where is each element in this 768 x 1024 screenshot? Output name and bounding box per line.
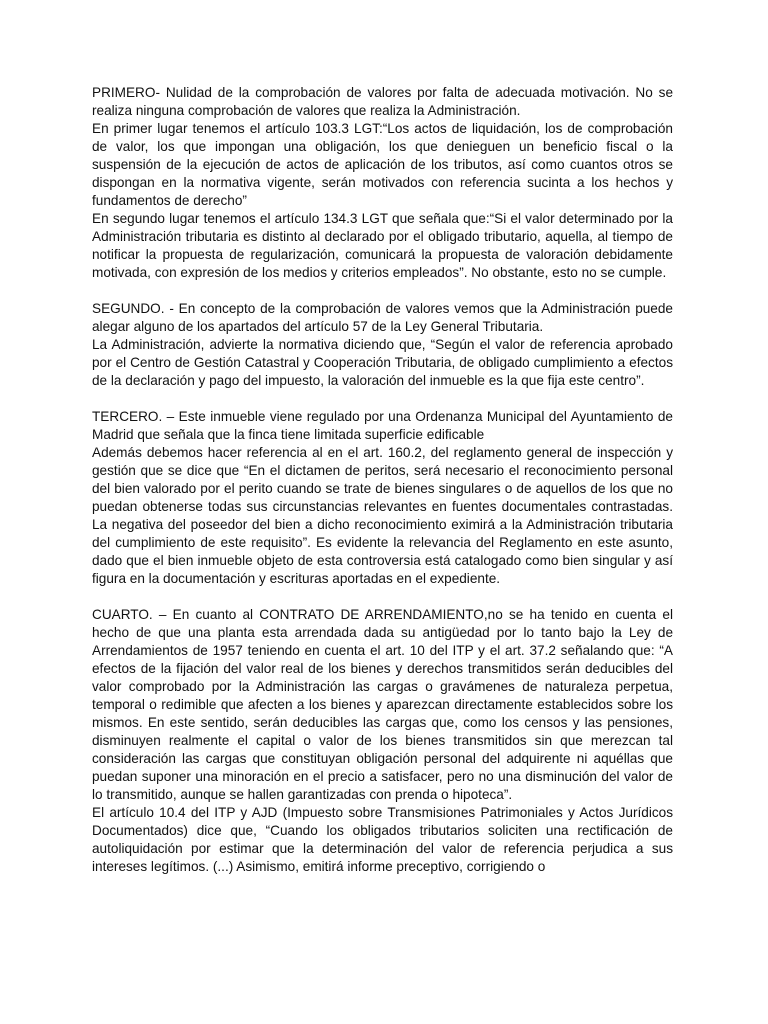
- article-160-2-paragraph: Además debemos hacer referencia al en el art. 160.2, del reglamento general de inspección y gestión que se dice que “En el dictamen de peritos, será necesario el reconocimiento personal del bien valorado por el perito cuando se trate de bienes singulares o de aquellos de los que no puedan obtenerse todas sus circunstancias relevantes en fuentes documentales contrastadas. La negativa del poseedor del bien a dicho reconocimiento eximirá a la Administración tributaria del cumplimiento de este requisito”. Es evidente la relevancia del Reglamento en este asunto, dado que el bien inmueble objeto de esta controversia está catalogado como bien singular y así figura en la documentación y escrituras aportadas en el expediente.: [92, 445, 673, 586]
- section-segundo-heading-paragraph: SEGUNDO. - En concepto de la comprobación de valores vemos que la Administración puede alegar alguno de los apartados del artículo 57 de la Ley General Tributaria.: [92, 301, 673, 334]
- article-10-4-paragraph: El artículo 10.4 del ITP y AJD (Impuesto sobre Transmisiones Patrimoniales y Actos Jurídicos Documentados) dice que, “Cuando los obligados tributarios soliciten una rectificación de autoliquidación por estimar que la determinación del valor de referencia perjudica a sus intereses legítimos. (...) Asimismo, emitirá informe preceptivo, corrigiendo o: [92, 805, 673, 874]
- paragraph-spacer: [92, 588, 673, 606]
- paragraph-spacer: [92, 282, 673, 300]
- administracion-normativa-paragraph: La Administración, advierte la normativa diciendo que, “Según el valor de referencia aprobado por el Centro de Gestión Catastral y Cooperación Tributaria, de obligado cumplimiento a efectos de la declaración y pago del impuesto, la valoración del inmueble es la que fija este centro”.: [92, 337, 673, 388]
- section-tercero-heading-paragraph: TERCERO. – Este inmueble viene regulado por una Ordenanza Municipal del Ayuntamiento de Madrid que señala que la finca tiene limitada superficie edificable: [92, 409, 673, 442]
- article-103-3-paragraph: En primer lugar tenemos el artículo 103.3 LGT:“Los actos de liquidación, los de comprobación de valor, los que impongan una obligación, los que denieguen un beneficio fiscal o la suspensión de la ejecución de actos de aplicación de los tributos, así como cuantos otros se dispongan en la normativa vigente, serán motivados con referencia sucinta a los hechos y fundamentos de derecho”: [92, 121, 673, 208]
- paragraph-spacer: [92, 390, 673, 408]
- document-page: [92, 84, 673, 876]
- section-cuarto-heading-paragraph: CUARTO. – En cuanto al CONTRATO DE ARRENDAMIENTO,no se ha tenido en cuenta el hecho de que una planta esta arrendada dada su antigüedad por lo tanto bajo la Ley de Arrendamientos de 1957 teniendo en cuenta el art. 10 del ITP y el art. 37.2 señalando que: “A efectos de la fijación del valor real de los bienes y derechos transmitidos serán deducibles del valor comprobado por la Administración las cargas o gravámenes de naturaleza perpetua, temporal o redimible que afecten a los bienes y aparezcan directamente establecidos sobre los mismos. En este sentido, serán deducibles las cargas que, como los censos y las pensiones, disminuyen realmente el capital o valor de los bienes transmitidos sin que merezcan tal consideración las cargas que constituyan obligación personal del adquirente ni aquéllas que puedan suponer una minoración en el precio a satisfacer, pero no una disminución del valor de lo transmitido, aunque se hallen garantizadas con prenda o hipoteca”.: [92, 607, 673, 802]
- article-134-3-paragraph: En segundo lugar tenemos el artículo 134.3 LGT que señala que:“Si el valor determinado por la Administración tributaria es distinto al declarado por el obligado tributario, aquella, al tiempo de notificar la propuesta de regularización, comunicará la propuesta de valoración debidamente motivada, con expresión de los medios y criterios empleados”. No obstante, esto no se cumple.: [92, 211, 673, 280]
- section-primero-heading-paragraph: PRIMERO- Nulidad de la comprobación de valores por falta de adecuada motivación. No se realiza ninguna comprobación de valores que realiza la Administración.: [92, 85, 673, 118]
